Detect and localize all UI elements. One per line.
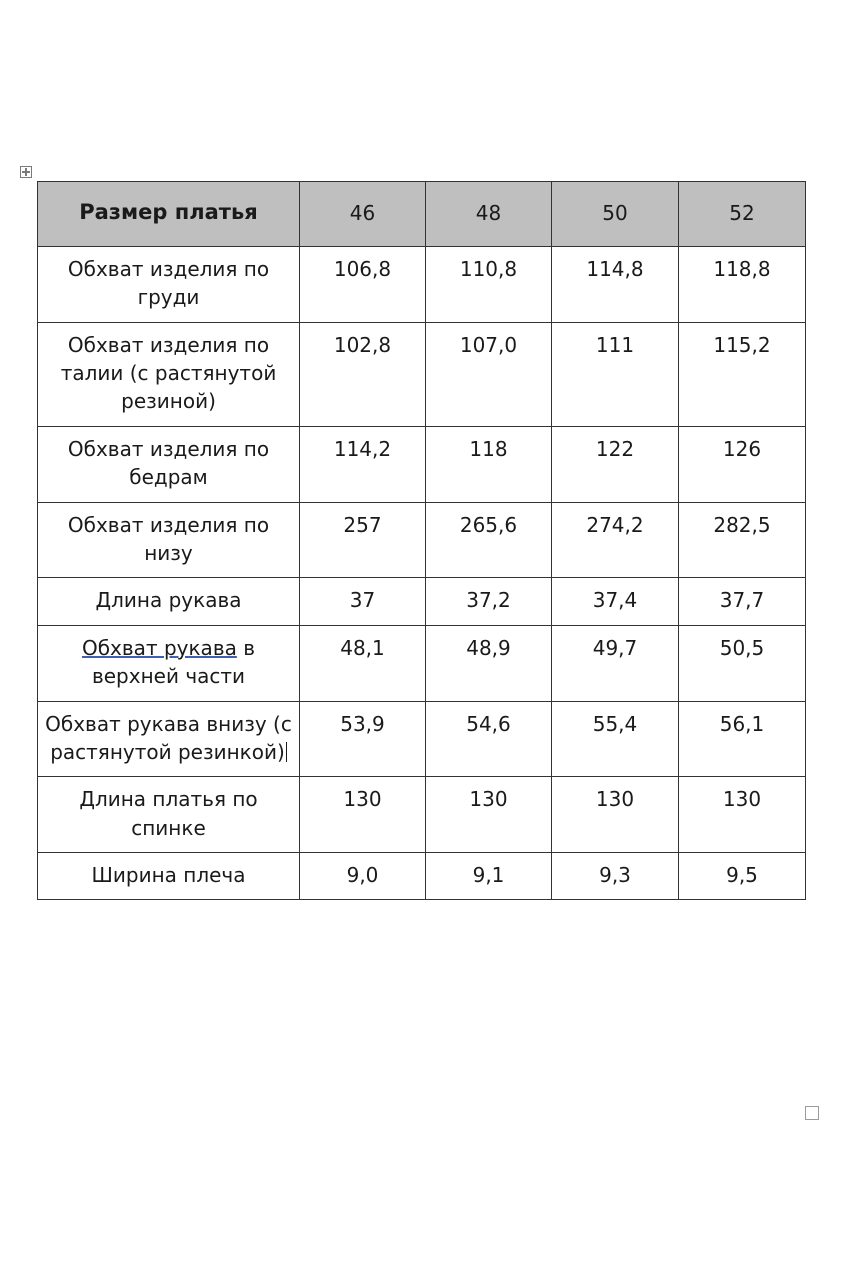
row-value: 37,2 <box>426 578 552 625</box>
header-size-50: 50 <box>552 182 679 247</box>
row-label: Обхват изделия по талии (с растянутой резиной) <box>38 322 300 426</box>
row-value: 9,1 <box>426 853 552 900</box>
row-value: 130 <box>552 777 679 853</box>
row-value: 111 <box>552 322 679 426</box>
row-label-rest: в верхней части <box>91 635 256 689</box>
row-label <box>38 625 300 701</box>
row-value: 106,8 <box>300 246 426 322</box>
row-value: 114,8 <box>552 246 679 322</box>
row-value: 55,4 <box>552 701 679 777</box>
row-value: 130 <box>426 777 552 853</box>
table-row <box>38 578 806 625</box>
table-row <box>38 322 806 426</box>
row-value: 282,5 <box>679 502 806 578</box>
row-value: 118 <box>426 426 552 502</box>
table-row <box>38 777 806 853</box>
row-value: 122 <box>552 426 679 502</box>
text-caret <box>286 742 287 762</box>
row-value: 114,2 <box>300 426 426 502</box>
row-value: 110,8 <box>426 246 552 322</box>
row-label <box>38 701 300 777</box>
table-row <box>38 853 806 900</box>
row-label: Длина платья по спинке <box>38 777 300 853</box>
row-label: Обхват изделия по низу <box>38 502 300 578</box>
table-resize-handle[interactable] <box>805 1106 819 1120</box>
dress-size-table <box>37 181 806 900</box>
row-value: 102,8 <box>300 322 426 426</box>
row-value: 54,6 <box>426 701 552 777</box>
header-size-48: 48 <box>426 182 552 247</box>
row-value: 49,7 <box>552 625 679 701</box>
row-value: 130 <box>679 777 806 853</box>
row-value: 48,9 <box>426 625 552 701</box>
header-size-46: 46 <box>300 182 426 247</box>
row-label: Обхват изделия по бедрам <box>38 426 300 502</box>
table-row <box>38 701 806 777</box>
row-value: 53,9 <box>300 701 426 777</box>
row-value: 126 <box>679 426 806 502</box>
table-row <box>38 426 806 502</box>
table-row <box>38 625 806 701</box>
row-label: Длина рукава <box>38 578 300 625</box>
table-header-row <box>38 182 806 247</box>
header-label-cell: Размер платья <box>38 182 300 247</box>
table-row <box>38 502 806 578</box>
row-label: Ширина плеча <box>38 853 300 900</box>
size-table-container <box>37 181 805 900</box>
row-label-text: Обхват рукава внизу (с растянутой резинкой) <box>45 711 292 764</box>
row-value: 274,2 <box>552 502 679 578</box>
row-value: 130 <box>300 777 426 853</box>
row-value: 37,7 <box>679 578 806 625</box>
row-value: 107,0 <box>426 322 552 426</box>
table-row <box>38 246 806 322</box>
row-label-underlined: Обхват рукава <box>81 635 237 660</box>
row-value: 9,5 <box>679 853 806 900</box>
header-size-52: 52 <box>679 182 806 247</box>
row-value: 37,4 <box>552 578 679 625</box>
row-value: 50,5 <box>679 625 806 701</box>
row-value: 9,0 <box>300 853 426 900</box>
row-value: 115,2 <box>679 322 806 426</box>
row-value: 9,3 <box>552 853 679 900</box>
row-value: 56,1 <box>679 701 806 777</box>
row-value: 37 <box>300 578 426 625</box>
table-move-handle[interactable] <box>20 166 32 178</box>
row-value: 118,8 <box>679 246 806 322</box>
row-label: Обхват изделия по груди <box>38 246 300 322</box>
row-value: 257 <box>300 502 426 578</box>
row-value: 48,1 <box>300 625 426 701</box>
row-value: 265,6 <box>426 502 552 578</box>
